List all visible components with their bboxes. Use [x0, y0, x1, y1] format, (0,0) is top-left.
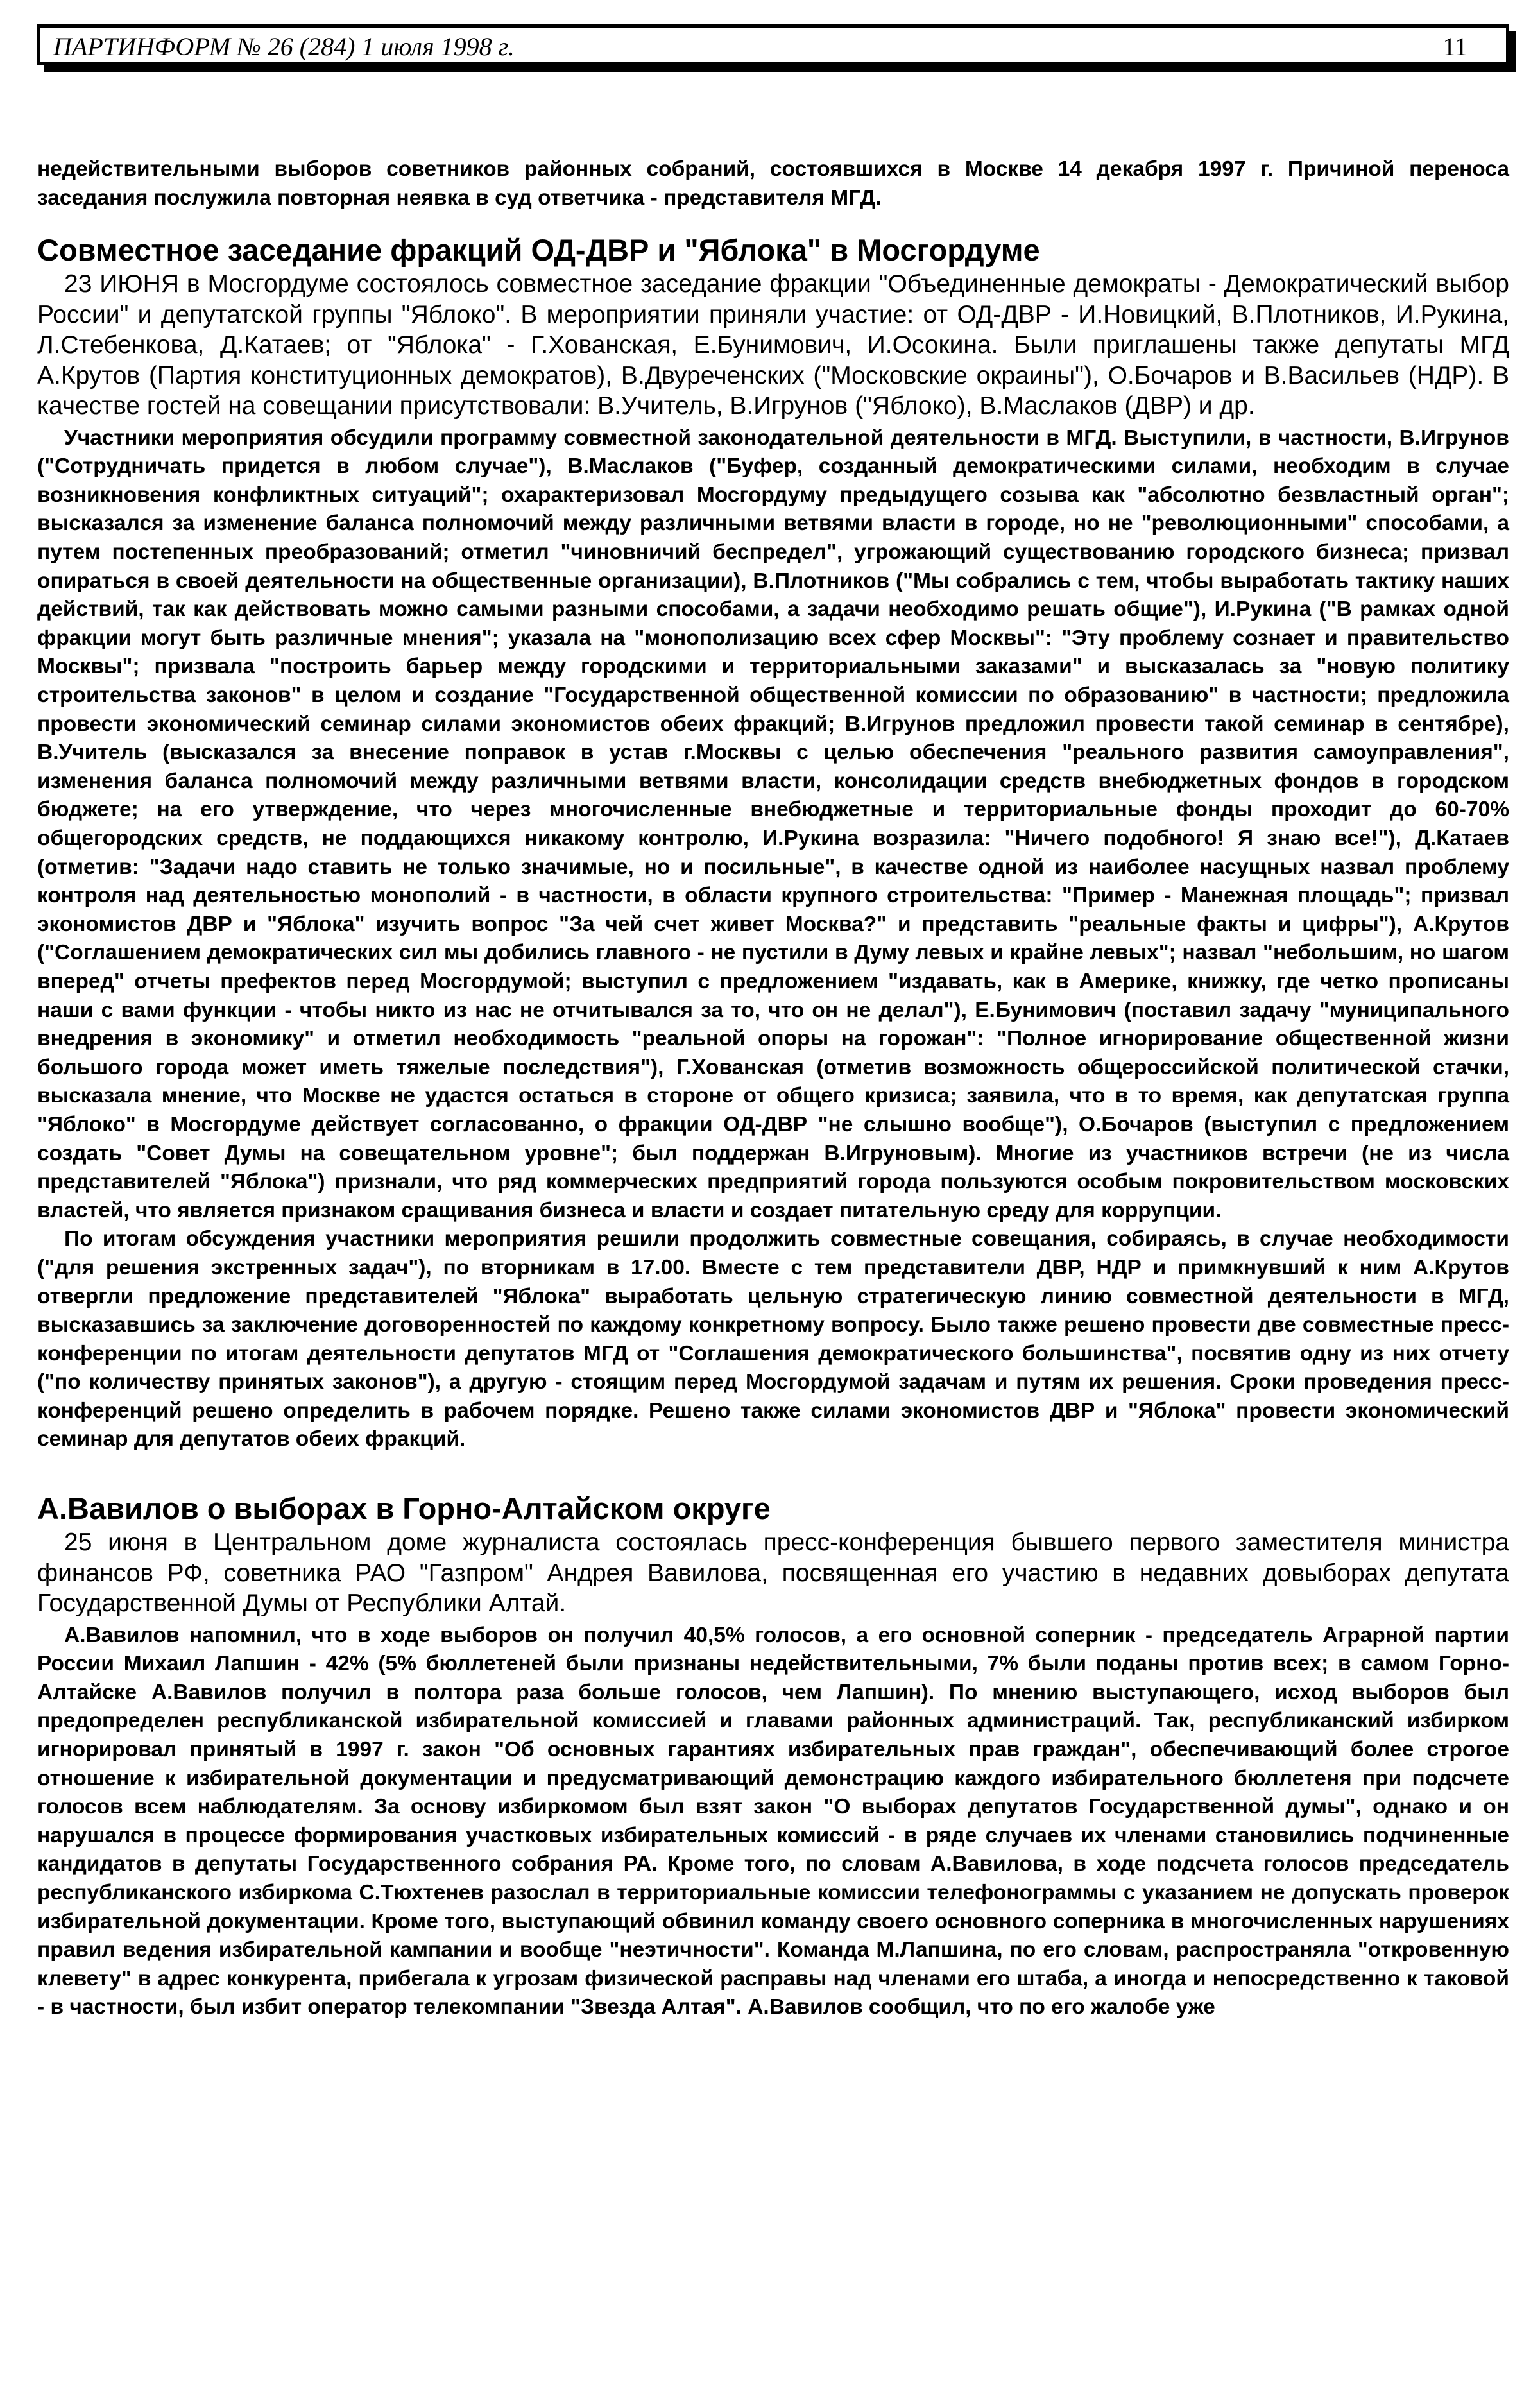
page-number: 11: [1442, 32, 1467, 61]
article-heading-joint-session: Совместное заседание фракций ОД-ДВР и "Яблока" в Мосгордуме: [37, 233, 1040, 268]
article-lead-vavilov: 25 июня в Центральном доме журналиста состоялась пресс-конференция бывшего первого заместителя министра финансов РФ, советника РАО "Газпром" Андрея Вавилова, посвященная его участию в недавних довыборах депутата Государственной Думы от Республики Алтай.: [37, 1529, 1509, 1618]
article-body-vavilov: А.Вавилов напомнил, что в ходе выборов он получил 40,5% голосов, а его основной соперник - председатель Аграрной партии России Михаил Лапшин - 42% (5% бюллетеней были признаны недействительными, 7% были поданы против всех; в самом Горно-Алтайске А.Вавилов получил в полтора раза больше голосов, чем Лапшин). По мнению выступающего, исход выборов был предопределен республиканской избирательной комиссией и главами районных администраций. Так, республиканский избирком игнорировал принятый в 1997 г. закон "Об основных гарантиях избирательных прав граждан", обеспечивающий более строгое отношение к избирательной документации и предусматривающий демонстрацию каждого избирательного бюллетеня при подсчете голосов всем наблюдателям. За основу избиркомом был взят закон "О выборах депутатов Государственной думы", однако и он нарушался в процессе формирования участковых избирательных комиссий - в ряде случаев их членами становились подчиненные кандидатов в депутаты Государственного собрания РА. Кроме того, по словам А.Вавилова, в ходе подсчета голосов председатель республиканского избиркома С.Тюхтенев разослал в территориальные комиссии телефонограммы с указанием не допускать проверок избирательной документации. Кроме того, выступающий обвинил команду своего основного соперника в многочисленных нарушениях правил ведения избирательной кампании и вообще "неэтичности". Команда М.Лапшина, по его словам, распространяла "откровенную клевету" в адрес конкурента, прибегала к угрозам физической расправы над членами его штаба, а иногда и непосредственно к таковой - в частности, был избит оператор телекомпании "Звезда Алтая". А.Вавилов сообщил, что по его жалобе уже: [37, 1623, 1509, 2019]
article-body-joint-session-1: Участники мероприятия обсудили программу совместной законодательной деятельности в МГД. Выступили, в частности, В.Игрунов ("Сотрудничать придется в любом случае"), В.Маслаков ("Буфер, созданный демократическими силами, необходим в случае возникновения конфликтных ситуаций"; охарактеризовал Мосгордуму предыдущего созыва как "абсолютно безвластный орган"; высказался за изменение баланса полномочий между различными ветвями власти в городе, но не "революционными" способами, а путем постепенных преобразований; отметил "чиновничий беспредел", угрожающий существованию городского бизнеса; призвал опираться в своей деятельности на общественные организации), В.Плотников ("Мы собрались с тем, чтобы выработать тактику наших действий, так как действовать можно самыми разными способами, а задачи необходимо решать общие"), И.Рукина ("В рамках одной фракции могут быть различные мнения"; указала на "монополизацию всех сфер Москвы": "Эту проблему сознает и правительство Москвы"; призвала "построить барьер между городскими и территориальными заказами" и высказалась за "новую политику строительства законов" в целом и создание "Государственной общественной комиссии по образованию" в частности; предложила провести экономический семинар силами экономистов обеих фракций; В.Игрунов предложил провести такой семинар в сентябре), В.Учитель (высказался за внесение поправок в устав г.Москвы с целью обеспечения "реального развития самоуправления", изменения баланса полномочий между различными ветвями власти, консолидации средств внебюджетных фондов в городском бюджете; на его утверждение, что через многочисленные внебюджетные и территориальные фонды проходит до 60-70% общегородских средств, не поддающихся никакому контролю, И.Рукина возразила: "Ничего подобного! Я знаю все!"), Д.Катаев (отметив: "Задачи надо ставить не только значимые, но и посильные", в качестве одной из наиболее насущных назвал проблему контроля над деятельностью монополий - в частности, в области крупного строительства: "Пример - Манежная площадь"; призвал экономистов ДВР и "Яблока" изучить вопрос "За чей счет живет Москва?" и представить "реальные факты и цифры"), А.Крутов ("Соглашением демократических сил мы добились главного - не пустили в Думу левых и крайне левых"; назвал "небольшим, но шагом вперед" отчеты префектов перед Мосгордумой; выступил с предложением "издавать, как в Америке, книжку, где четко прописаны наши с вами функции - чтобы никто из нас не отчитывался за то, что он не делал"), Е.Бунимович (поставил задачу "муниципального внедрения в экономику" и отметил необходимость "реальной опоры на горожан": "Полное игнорирование общественной жизни большого города может иметь тяжелые последствия"), Г.Хованская (отметив возможность общероссийской политической стачки, высказала мнение, что Москве не удастся остаться в стороне от общего кризиса; заявила, что в то время, как депутатская группа "Яблоко" в Мосгордуме действует согласованно, о фракции ОД-ДВР "не слышно вообще"), О.Бочаров (выступил с предложением создать "Совет Думы на совещательном уровне"; был поддержан В.Игруновым). Многие из участников встречи (не из числа представителей "Яблока") признали, что ряд коммерческих предприятий города пользуются особым покровительством московских властей, что является признаком сращивания бизнеса и власти и создает питательную среду для коррупции.: [37, 425, 1509, 1222]
page-header: [37, 24, 1509, 65]
header-title: ПАРТИНФОРМ № 26 (284) 1 июля 1998 г.: [53, 32, 515, 61]
article-lead-joint-session: 23 ИЮНЯ в Мосгордуме состоялось совместное заседание фракции "Объединенные демократы - Демократический выбор России" и депутатской группы "Яблоко". В мероприятии приняли участие: от ОД-ДВР - И.Новицкий, В.Плотников, И.Рукина, Л.Стебенкова, Д.Катаев; от "Яблока" - Г.Хованская, Е.Бунимович, И.Осокина. Были приглашены также депутаты МГД А.Крутов (Партия конституционных демократов), В.Двуреченских ("Московские окраины"), О.Бочаров и В.Васильев (НДР). В качестве гостей на совещании присутствовали: В.Учитель, В.Игрунов ("Яблоко), В.Маслаков (ДВР) и др.: [37, 270, 1509, 420]
article-heading-vavilov: А.Вавилов о выборах в Горно-Алтайском округе: [37, 1491, 771, 1526]
newspaper-page: [37, 24, 1509, 2022]
intro-paragraph: недействительными выборов советников районных собраний, состоявшихся в Москве 14 декабря 1997 г. Причиной переноса заседания послужила повторная неявка в суд ответчика - представителя МГД.: [37, 157, 1509, 210]
article-body-joint-session-2: По итогам обсуждения участники мероприятия решили продолжить совместные совещания, собираясь, в случае необходимости ("для решения экстренных задач"), по вторникам в 17.00. Вместе с тем представители ДВР, НДР и примкнувший к ним А.Крутов отвергли предложение представителей "Яблока" выработать цельную стратегическую линию совместной деятельности в МГД, высказавшись за заключение договоренностей по каждому конкретному вопросу. Было также решено провести две совместные пресс-конференции по итогам деятельности депутатов МГД от "Соглашения демократического большинства", посвятив одну из них отчету ("по количеству принятых законов"), а другую - стоящим перед Мосгордумой задачам и путям их решения. Сроки проведения пресс-конференций решено определить в рабочем порядке. Решено также силами экономистов ДВР и "Яблока" провести экономический семинар для депутатов обеих фракций.: [37, 1227, 1509, 1452]
